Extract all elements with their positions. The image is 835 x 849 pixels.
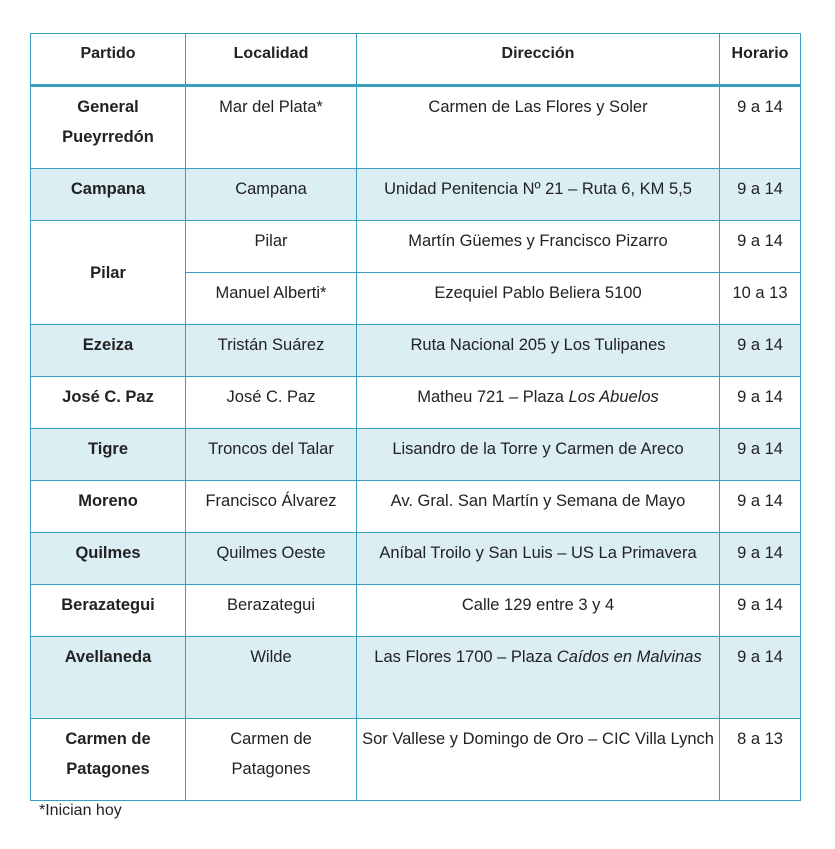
partido-cell: Ezeiza: [31, 325, 186, 377]
localidad-cell: Tristán Suárez: [186, 325, 357, 377]
direccion-cell: Av. Gral. San Martín y Semana de Mayo: [357, 481, 720, 533]
partido-cell: Berazategui: [31, 585, 186, 637]
localidad-cell: Francisco Álvarez: [186, 481, 357, 533]
horario-cell: 9 a 14: [720, 169, 801, 221]
table-row: [31, 169, 801, 221]
partido-cell: José C. Paz: [31, 377, 186, 429]
localidad-cell: Quilmes Oeste: [186, 533, 357, 585]
partido-cell: Tigre: [31, 429, 186, 481]
footnote: *Inician hoy: [39, 802, 122, 819]
header-direccion: Dirección: [357, 34, 720, 86]
direccion-italic-text: Los Abuelos: [568, 388, 659, 406]
table-row: [31, 221, 801, 273]
horario-cell: 10 a 13: [720, 273, 801, 325]
horario-cell: 9 a 14: [720, 221, 801, 273]
header-localidad: Localidad: [186, 34, 357, 86]
localidad-cell: Manuel Alberti*: [186, 273, 357, 325]
partido-cell: Carmen de Patagones: [31, 719, 186, 801]
direccion-cell: Ruta Nacional 205 y Los Tulipanes: [357, 325, 720, 377]
direccion-text: Matheu 721 – Plaza: [417, 388, 569, 406]
direccion-cell: Sor Vallese y Domingo de Oro – CIC Villa Lynch: [357, 719, 720, 801]
header-partido: Partido: [31, 34, 186, 86]
horario-cell: 8 a 13: [720, 719, 801, 801]
table-row: [31, 637, 801, 719]
horario-cell: 9 a 14: [720, 637, 801, 719]
direccion-cell: Aníbal Troilo y San Luis – US La Primavera: [357, 533, 720, 585]
horario-cell: 9 a 14: [720, 585, 801, 637]
header-horario: Horario: [720, 34, 801, 86]
direccion-cell: Lisandro de la Torre y Carmen de Areco: [357, 429, 720, 481]
horario-cell: 9 a 14: [720, 481, 801, 533]
partido-cell: Quilmes: [31, 533, 186, 585]
direccion-italic-text: Caídos en Malvinas: [556, 648, 702, 666]
horario-cell: 9 a 14: [720, 429, 801, 481]
direccion-cell: Ezequiel Pablo Beliera 5100: [357, 273, 720, 325]
horario-cell: 9 a 14: [720, 325, 801, 377]
direccion-cell: Carmen de Las Flores y Soler: [357, 86, 720, 169]
horario-cell: 9 a 14: [720, 533, 801, 585]
localidad-cell: Campana: [186, 169, 357, 221]
table-row: [31, 429, 801, 481]
header-row: [31, 34, 801, 86]
direccion-cell: [357, 637, 720, 719]
direccion-cell: Martín Güemes y Francisco Pizarro: [357, 221, 720, 273]
table-row: [31, 325, 801, 377]
localidad-cell: Wilde: [186, 637, 357, 719]
table-row: [31, 585, 801, 637]
horario-cell: 9 a 14: [720, 86, 801, 169]
localidad-cell: Troncos del Talar: [186, 429, 357, 481]
partido-cell: Pilar: [31, 221, 186, 325]
table-row: [31, 533, 801, 585]
direccion-cell: Unidad Penitencia Nº 21 – Ruta 6, KM 5,5: [357, 169, 720, 221]
locations-table: [30, 33, 801, 801]
localidad-cell: Mar del Plata*: [186, 86, 357, 169]
table-row: [31, 481, 801, 533]
localidad-cell: Carmen de Patagones: [186, 719, 357, 801]
partido-cell: General Pueyrredón: [31, 86, 186, 169]
direccion-cell: [357, 377, 720, 429]
direccion-cell: Calle 129 entre 3 y 4: [357, 585, 720, 637]
table-row: [31, 719, 801, 801]
table-row: [31, 86, 801, 169]
partido-cell: Avellaneda: [31, 637, 186, 719]
localidad-cell: Berazategui: [186, 585, 357, 637]
horario-cell: 9 a 14: [720, 377, 801, 429]
partido-cell: Campana: [31, 169, 186, 221]
table-row: [31, 377, 801, 429]
partido-cell: Moreno: [31, 481, 186, 533]
localidad-cell: Pilar: [186, 221, 357, 273]
direccion-text: Las Flores 1700 – Plaza: [374, 648, 557, 666]
localidad-cell: José C. Paz: [186, 377, 357, 429]
